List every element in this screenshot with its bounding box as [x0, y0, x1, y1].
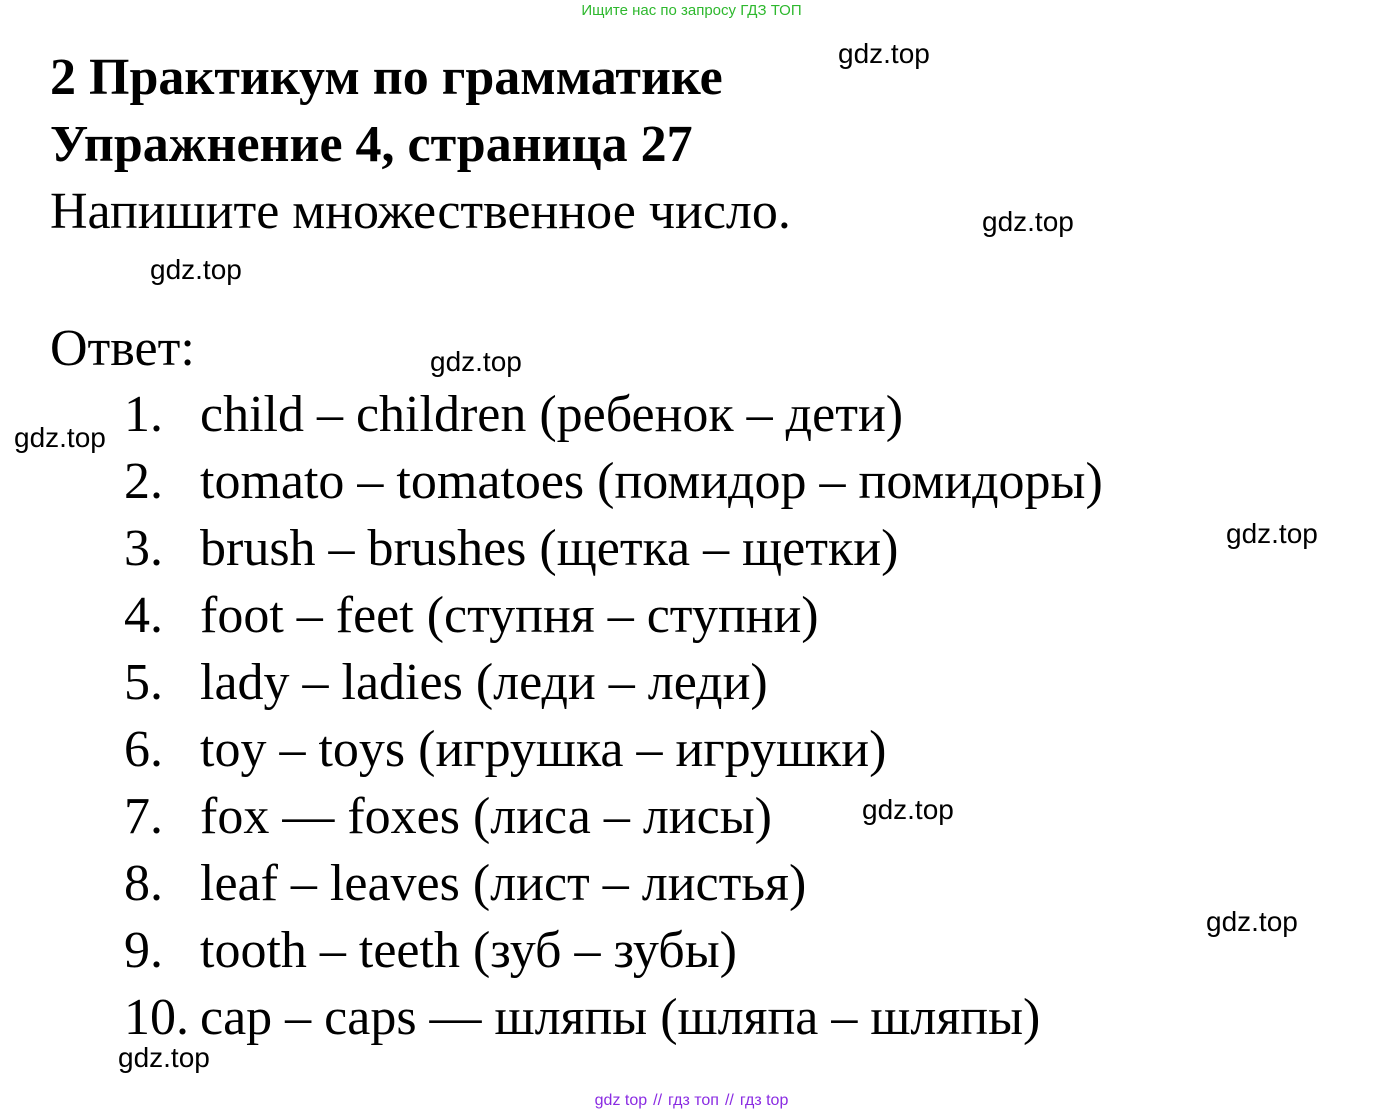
section-heading: 2 Практикум по грамматике [50, 49, 723, 106]
answer-number: 4. [124, 587, 163, 644]
watermark: gdz.top [118, 1042, 210, 1073]
answer-item-9 [124, 917, 1103, 984]
answer-text: foot – feet (ступня – ступни) [200, 587, 819, 644]
answer-item-4 [124, 582, 1103, 649]
watermark: gdz.top [1226, 518, 1318, 549]
answer-text: cap – caps — шляпы (шляпа – шляпы) [200, 989, 1041, 1046]
answer-item-3 [124, 515, 1103, 582]
answer-item-7 [124, 783, 1103, 850]
answer-number: 3. [124, 520, 163, 577]
answer-text: brush – brushes (щетка – щетки) [200, 520, 899, 577]
separator: // [653, 1092, 663, 1109]
answer-text: tooth – teeth (зуб – зубы) [200, 922, 737, 979]
watermark: gdz.top [150, 254, 242, 285]
answer-label: Ответ: [50, 320, 195, 377]
exercise-heading: Упражнение 4, страница 27 [50, 116, 693, 173]
answer-number: 7. [124, 788, 163, 845]
task-text: Напишите множественное число. [50, 183, 791, 240]
bottom-link-2[interactable]: гдз топ [668, 1092, 719, 1109]
answer-item-6 [124, 716, 1103, 783]
answer-item-5 [124, 649, 1103, 716]
watermark: gdz.top [862, 794, 954, 825]
bottom-link-3[interactable]: гдз top [739, 1092, 789, 1109]
watermark: gdz.top [430, 346, 522, 377]
answer-text: leaf – leaves (лист – листья) [200, 855, 807, 912]
answer-number: 6. [124, 721, 163, 778]
bottom-links [0, 1092, 1383, 1110]
answer-text: tomato – tomatoes (помидор – помидоры) [200, 453, 1103, 510]
answer-item-2 [124, 448, 1103, 515]
answer-text: toy – toys (игрушка – игрушки) [200, 721, 887, 778]
bottom-link-1[interactable]: gdz top [594, 1092, 648, 1109]
answer-number: 1. [124, 386, 163, 443]
answer-item-1 [124, 381, 1103, 448]
answer-item-8 [124, 850, 1103, 917]
answer-text: lady – ladies (леди – леди) [200, 654, 768, 711]
answer-item-10 [124, 984, 1103, 1051]
answer-number: 8. [124, 855, 163, 912]
answer-number: 10. [124, 989, 189, 1046]
answer-number: 5. [124, 654, 163, 711]
answer-list [124, 381, 1103, 1051]
watermark: gdz.top [982, 206, 1074, 237]
separator: // [724, 1092, 734, 1109]
watermark: gdz.top [1206, 906, 1298, 937]
answer-number: 2. [124, 453, 163, 510]
answer-number: 9. [124, 922, 163, 979]
top-search-link[interactable]: Ищите нас по запросу ГДЗ ТОП [581, 2, 802, 19]
watermark: gdz.top [838, 38, 930, 69]
answer-text: fox — foxes (лиса – лисы) [200, 788, 772, 845]
answer-text: child – children (ребенок – дети) [200, 386, 904, 443]
watermark: gdz.top [14, 422, 106, 453]
